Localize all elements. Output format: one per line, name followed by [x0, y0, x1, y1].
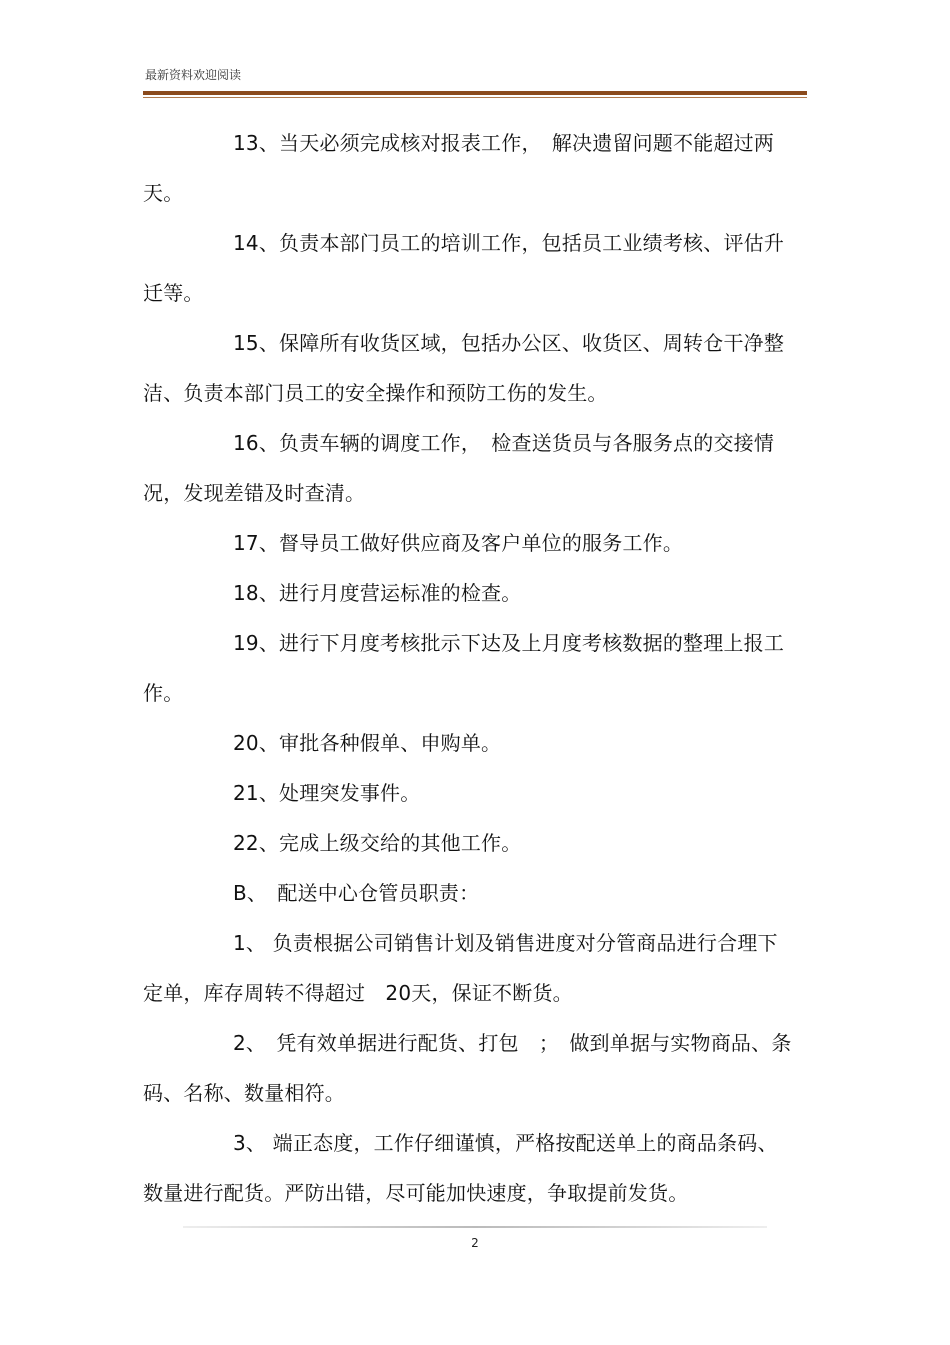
footer-rule [183, 1226, 767, 1228]
section-heading-b: B、 配送中心仓管员职责： [233, 881, 480, 905]
paragraph-22: 22、完成上级交给的其他工作。 [233, 831, 522, 855]
paragraph-b3: 3、 端正态度，工作仔细谨慎，严格按配送单上的商品条码、数量进行配货。严防出错，尽可能加快速度，争取提前发货。 [143, 1131, 778, 1205]
paragraph-18: 18、进行月度营运标准的检查。 [233, 581, 522, 605]
paragraph-15: 15、保障所有收货区域，包括办公区、收货区、周转仓干净整洁、负责本部门员工的安全操作和预防工伤的发生。 [143, 331, 785, 405]
paragraph-13: 13、当天必须完成核对报表工作， 解决遗留问题不能超过两天。 [143, 131, 775, 205]
paragraph-20: 20、审批各种假单、申购单。 [233, 731, 502, 755]
document-body [143, 118, 793, 1218]
paragraph-16: 16、负责车辆的调度工作， 检查送货员与各服务点的交接情况，发现差错及时查清。 [143, 431, 775, 505]
paragraph-19: 19、进行下月度考核批示下达及上月度考核数据的整理上报工作。 [143, 631, 785, 705]
paragraph-21: 21、处理突发事件。 [233, 781, 421, 805]
paragraph-b1: 1、 负责根据公司销售计划及销售进度对分管商品进行合理下定单，库存周转不得超过 20天，保证不断货。 [143, 931, 778, 1005]
header-rule [143, 91, 807, 95]
page-header-text: 最新资料欢迎阅读 [145, 68, 242, 82]
paragraph-14: 14、负责本部门员工的培训工作，包括员工业绩考核、评估升迁等。 [143, 231, 785, 305]
paragraph-17: 17、督导员工做好供应商及客户单位的服务工作。 [233, 531, 684, 555]
header-rule-thin [143, 97, 807, 98]
paragraph-b2: 2、 凭有效单据进行配货、打包 ； 做到单据与实物商品、条码、名称、数量相符。 [143, 1031, 792, 1105]
page-number: 2 [471, 1236, 479, 1250]
